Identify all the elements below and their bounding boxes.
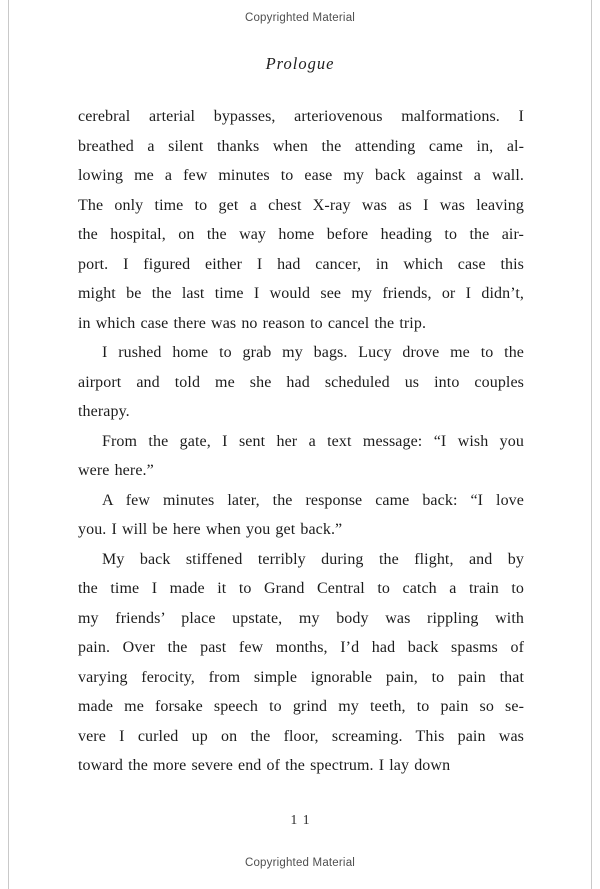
text-line: you. I will be here when you get back.” [78, 521, 343, 538]
page-edge-left-line [8, 0, 9, 889]
copyright-notice-top: Copyrighted Material [244, 12, 356, 24]
page-number: 11 [290, 812, 316, 827]
text-line: My back stiffened terribly during the flight, and by [102, 550, 524, 568]
copyright-notice-bottom: Copyrighted Material [244, 857, 356, 869]
text-line: made me forsake speech to grind my teeth, to pain so se- [78, 698, 524, 715]
text-line: A few minutes later, the response came back: “I love [102, 491, 524, 509]
paragraph [78, 338, 524, 427]
text-line: the time I made it to Grand Central to catch a train to [78, 580, 524, 597]
paragraph [78, 545, 524, 781]
text-line: pain. Over the past few months, I’d had back spasms of [78, 639, 524, 656]
text-line: varying ferocity, from simple ignorable pain, to pain that [78, 668, 524, 686]
paragraph [78, 102, 524, 338]
text-line: lowing me a few minutes to ease my back against a wall. [78, 167, 524, 184]
text-line: might be the last time I would see my friends, or I didn’t, [78, 285, 524, 302]
paragraph [78, 427, 524, 486]
page-edge-right-line [591, 0, 592, 889]
paragraph [78, 486, 524, 545]
text-line: I rushed home to grab my bags. Lucy drove me to the [102, 344, 524, 361]
text-line: airport and told me she had scheduled us into couples [78, 373, 524, 391]
text-line: vere I curled up on the floor, screaming. This pain was [78, 727, 524, 745]
text-line: my friends’ place upstate, my body was rippling with [78, 609, 524, 627]
text-line: toward the more severe end of the spectrum. I lay down [78, 757, 451, 774]
text-line: therapy. [78, 403, 130, 420]
text-line: cerebral arterial bypasses, arteriovenous malformations. I [78, 108, 524, 125]
body-text [78, 102, 524, 781]
text-line: the hospital, on the way home before heading to the air- [78, 226, 524, 243]
chapter-title: Prologue [265, 54, 335, 73]
text-line: The only time to get a chest X-ray was as I was leaving [78, 196, 524, 214]
text-line: were here.” [78, 462, 154, 479]
text-line: port. I figured either I had cancer, in which case this [78, 255, 524, 273]
text-line: From the gate, I sent her a text message: “I wish you [102, 432, 524, 450]
text-line: in which case there was no reason to cancel the trip. [78, 314, 427, 332]
text-line: breathed a silent thanks when the attending came in, al- [78, 137, 524, 155]
